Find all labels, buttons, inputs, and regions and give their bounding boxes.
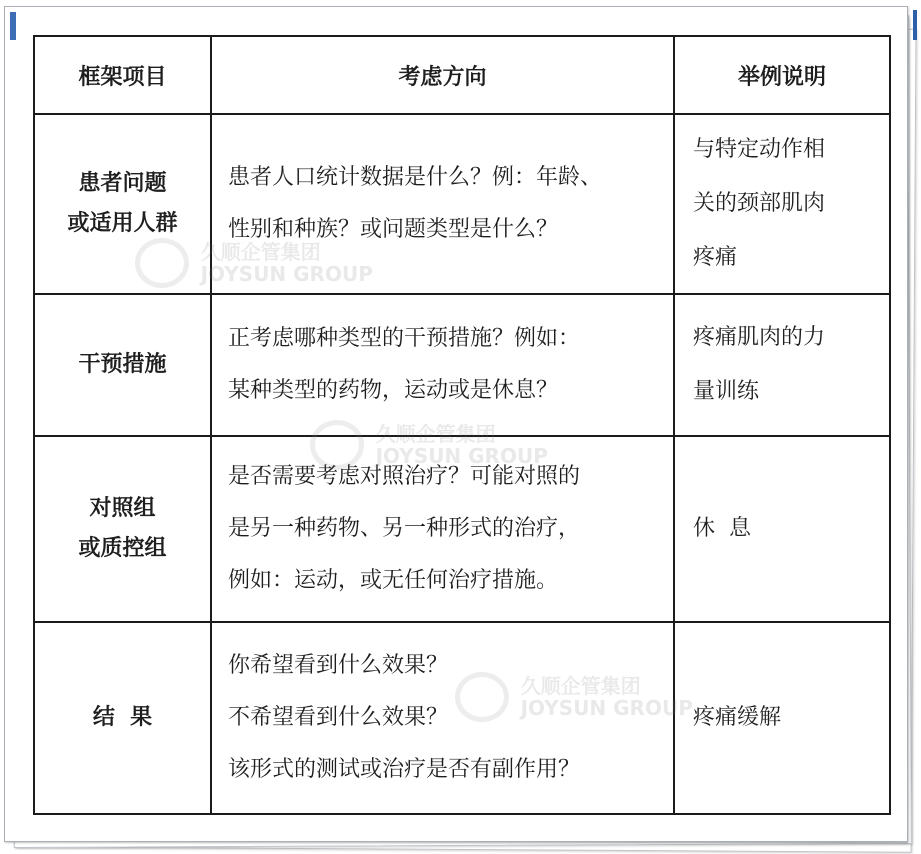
item-line: 患者问题 [78,171,167,196]
direction-cell [211,622,674,814]
blue-tab-marker [10,12,16,40]
example-line: 疼痛缓解 [693,705,782,730]
example-line: 关的颈部肌肉 [693,191,826,216]
direction-line: 例如：运动，或无任何治疗措施。 [228,568,559,593]
direction-line: 该形式的测试或治疗是否有副作用？ [228,757,581,782]
direction-line: 患者人口统计数据是什么？例：年龄、 [228,165,603,190]
item-line: 或质控组 [78,536,167,561]
example-cell [674,436,890,622]
item-cell [34,622,211,814]
header-framework-item: 框架项目 [34,36,211,114]
direction-line: 是否需要考虑对照治疗？可能对照的 [228,464,581,489]
item-cell [34,436,211,622]
direction-line: 性别和种族？或问题类型是什么？ [228,217,559,242]
example-line: 疼痛 [693,245,738,270]
item-line: 对照组 [89,496,156,521]
item-cell [34,114,211,294]
direction-cell [211,436,674,622]
direction-cell [211,294,674,436]
blue-tab-marker [913,10,917,40]
example-line: 量训练 [693,379,760,404]
direction-line: 正考虑哪种类型的干预措施？例如： [228,326,581,351]
example-line: 疼痛肌肉的力 [693,325,826,350]
item-line: 结 果 [92,705,153,730]
header-considerations: 考虑方向 [211,36,674,114]
example-line: 休 息 [693,516,751,541]
direction-line: 不希望看到什么效果？ [228,705,449,730]
table-row [34,436,890,622]
example-cell [674,294,890,436]
item-line: 或适用人群 [67,211,178,236]
header-row [34,36,890,114]
table-row [34,294,890,436]
direction-line: 某种类型的药物，运动或是休息？ [228,378,559,403]
table-row [34,622,890,814]
item-cell [34,294,211,436]
header-example: 举例说明 [674,36,890,114]
direction-line: 是另一种药物、另一种形式的治疗， [228,516,581,541]
example-cell [674,622,890,814]
table-row [34,114,890,294]
direction-line: 你希望看到什么效果？ [228,653,449,678]
example-cell [674,114,890,294]
framework-table [33,35,891,815]
direction-cell [211,114,674,294]
example-line: 与特定动作相 [693,137,826,162]
item-line: 干预措施 [78,352,167,377]
